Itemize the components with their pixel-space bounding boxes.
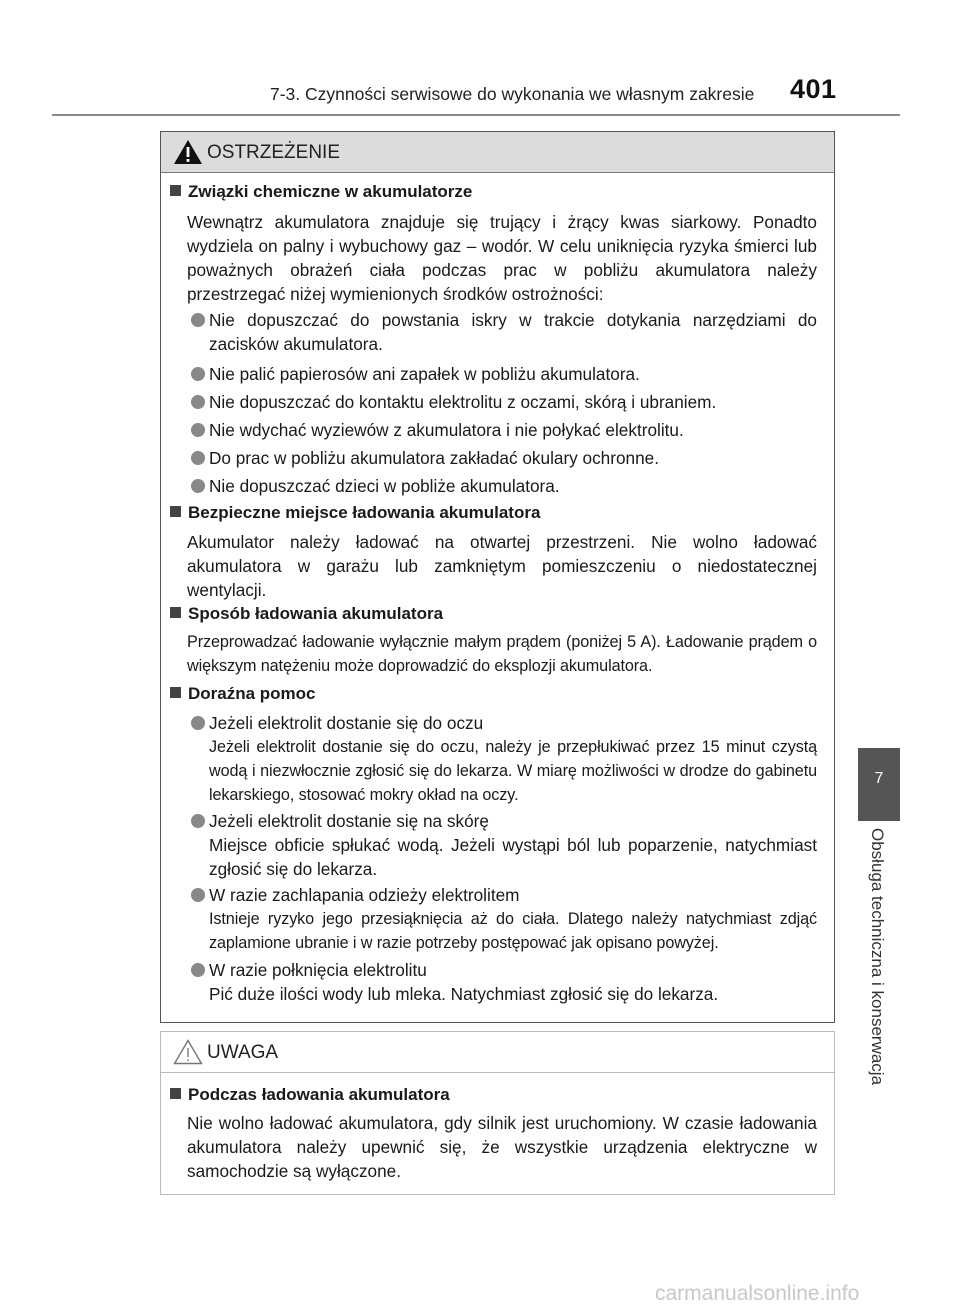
page-number: 401 <box>790 74 837 104</box>
warning-title: OSTRZEŻENIE <box>207 142 341 163</box>
section-heading: Bezpieczne miejsce ładowania akumulatora <box>170 503 540 523</box>
header-divider <box>52 114 900 116</box>
bullet-dot-icon <box>191 395 205 409</box>
bullet-dot-icon <box>191 451 205 465</box>
chapter-title-vertical <box>857 828 899 1128</box>
section-text: Akumulator należy ładować na otwartej przestrzeni. Nie wolno ładować akumulatora w garażu lub zamkniętym pomieszczeniu o niedostatecznej wentylacji. <box>187 532 817 600</box>
square-bullet-icon <box>170 506 181 517</box>
chapter-number: 7 <box>874 770 884 787</box>
bullet-dot-icon <box>191 423 205 437</box>
section-text: Wewnątrz akumulatora znajduje się trujący i żrący kwas siarkowy. Ponadto wydziela on palny i wybuchowy gaz – wodór. W celu uniknięcia ryzyka śmierci lub poważnych obrażeń ciała podczas prac w pobliżu akumulatora należy przestrzegać niżej wymienionych środków ostrożności: <box>187 212 817 304</box>
bullet-dot-icon <box>191 814 205 828</box>
section-heading: Sposób ładowania akumulatora <box>170 604 443 624</box>
caution-triangle-icon <box>173 1039 203 1065</box>
chapter-title: Obsługa techniczna i konserwacja <box>868 828 887 1086</box>
notice-box <box>160 1031 835 1195</box>
square-bullet-icon <box>170 687 181 698</box>
notice-header <box>161 1032 834 1073</box>
section-text: Nie wolno ładować akumulatora, gdy silnik jest uruchomiony. W czasie ładowania akumulatora należy upewnić się, że wszystkie urządzenia elektryczne w samochodzie są wyłączone. <box>187 1113 817 1181</box>
bullet-dot-icon <box>191 888 205 902</box>
bullet-dot-icon <box>191 716 205 730</box>
warning-header <box>161 132 834 173</box>
section-heading: Doraźna pomoc <box>170 684 316 704</box>
section-heading: Podczas ładowania akumulatora <box>170 1085 450 1105</box>
section-title: 7-3. Czynności serwisowe do wykonania we własnym zakresie <box>270 84 755 104</box>
warning-triangle-icon <box>173 139 203 165</box>
square-bullet-icon <box>170 185 181 196</box>
notice-title: UWAGA <box>207 1042 279 1063</box>
warning-box: OSTRZEŻENIE Związki chemiczne w akumulatorze Wewnątrz akumulatora znajduje się trujący i żrący kwas siarkowy. Ponadto wydziela on palny i wybuchowy gaz – wodór. W celu uniknięcia ryzyka śmierci lub poważnych obrażeń ciała podczas prac w pobliżu akumulatora należy przestrzegać niżej wymienionych środków ostrożności: Nie dopuszczać do powstania iskry w trakcie dotykania narzędziami do zacisków akumulatora. Nie palić papierosów ani zapałek w pobliżu akumulatora. Nie dopuszczać do kontaktu elektrolitu z oczami, skórą i ubraniem. Nie wdychać wyziewów z akumulatora i nie połykać elektrolitu. Do prac w pobliżu akumulatora zakładać okulary ochronne. Nie dopuszczać dzieci w pobliże akumulatora. Bezpieczne miejsce ładowania akumulatora Akumulator należy ładować na otwartej przestrzeni. Nie wolno ładować akumulatora w garażu lub zamkniętym pomieszczeniu o niedostatecznej wentylacji. Sposób ładowania akumulatora Przeprowadzać ładowanie wyłącznie małym prądem (poniżej 5 A). Ładowanie prądem o większym natężeniu może doprowadzić do eksplozji akumulatora. Doraźna pomoc Jeżeli elektrolit dostanie się do oczu Jeżeli elektrolit dostanie się do oczu, należy je przepłukiwać przez 15 minut czystą wodą i niezwłocznie zgłosić się do lekarza. W miarę możliwości w drodze do gabinetu lekarskiego, stosować mokry okład na oczy. Jeżeli elektrolit dostanie się na skórę Miejsce obficie spłukać wodą. Jeżeli wystąpi ból lub poparzenie, natychmiast zgłosić się do lekarza. W razie zachlapania odzieży elektrolitem Istnieje ryzyko jego przesiąknięcia aż do ciała. Dlatego należy natychmiast zdjąć zaplamione ubranie i w razie potrzeby postępować jak opisano powyżej. W razie połknięcia elektrolitu Pić duże ilości wody lub mleka. Natychmiast zgłosić się do lekarza. <box>160 131 835 1023</box>
bullet-dot-icon <box>191 963 205 977</box>
watermark: carmanualsonline.info <box>655 1282 860 1305</box>
chapter-tab <box>858 748 900 821</box>
section-heading: Związki chemiczne w akumulatorze <box>170 182 472 202</box>
square-bullet-icon <box>170 1088 181 1099</box>
bullet-dot-icon <box>191 367 205 381</box>
section-text: Przeprowadzać ładowanie wyłącznie małym prądem (poniżej 5 A). Ładowanie prądem o większym natężeniu może doprowadzić do eksplozji akumulatora. <box>187 633 817 675</box>
bullet-dot-icon <box>191 313 205 327</box>
square-bullet-icon <box>170 607 181 618</box>
bullet-dot-icon <box>191 479 205 493</box>
